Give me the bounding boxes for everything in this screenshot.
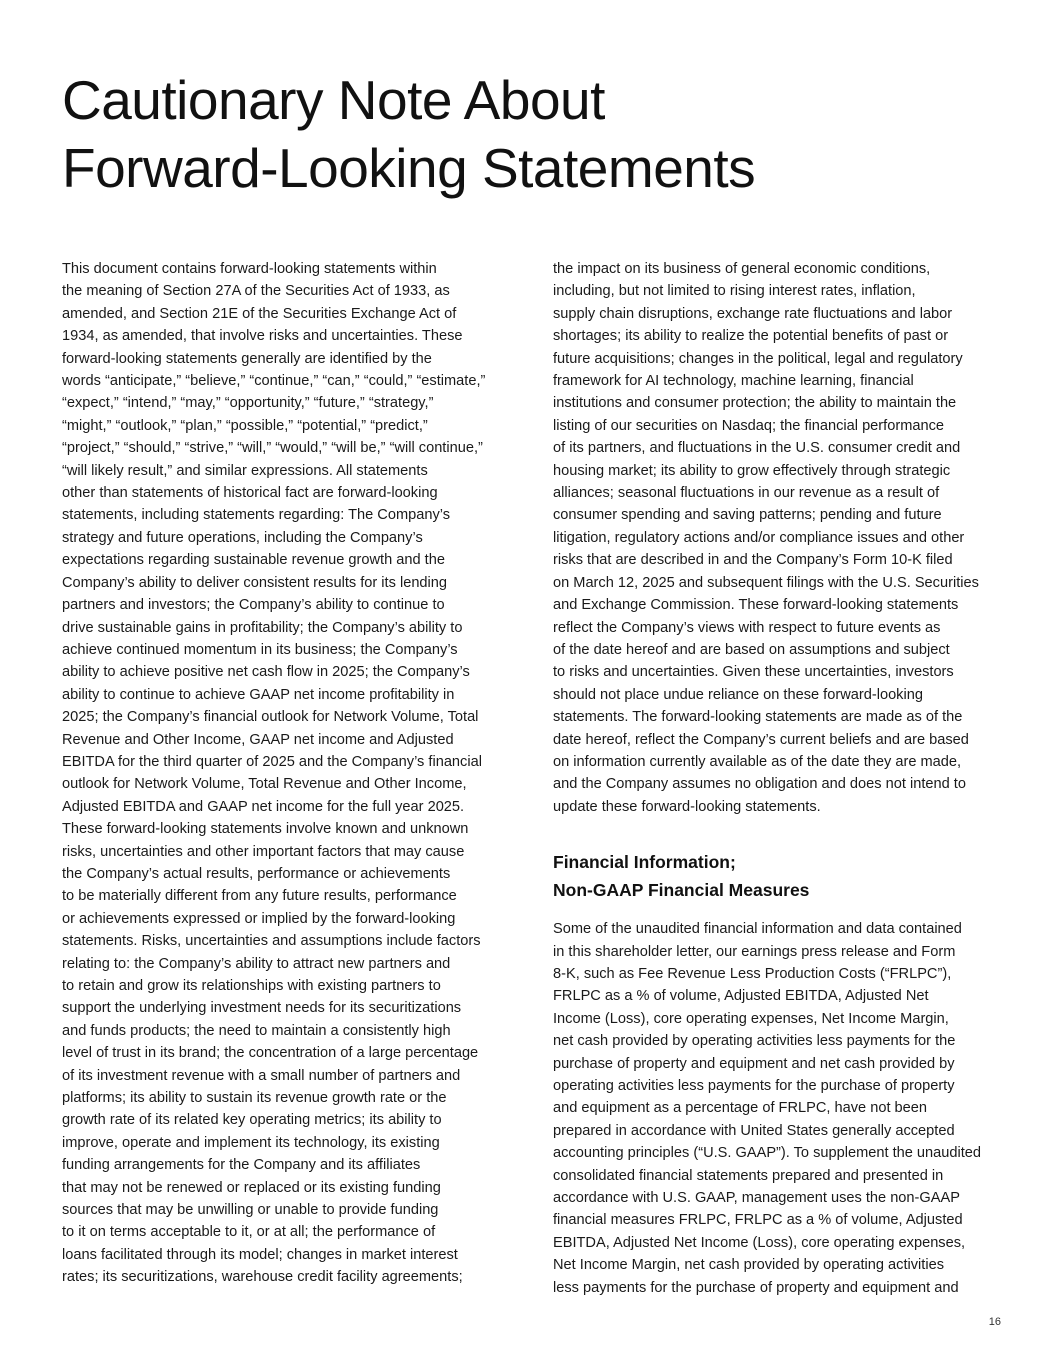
text-line: FRLPC as a % of volume, Adjusted EBITDA, Adjusted Net — [553, 988, 929, 1005]
text-line: to risks and uncertainties. Given these uncertainties, investors — [553, 664, 954, 681]
text-line: alliances; seasonal fluctuations in our revenue as a result of — [553, 485, 940, 502]
text-line: funding arrangements for the Company and its affiliates — [62, 1157, 421, 1174]
text-line: purchase of property and equipment and net cash provided by — [553, 1055, 955, 1072]
text-line: future acquisitions; changes in the political, legal and regulatory — [553, 350, 963, 367]
text-line: partners and investors; the Company’s ability to continue to — [62, 597, 445, 614]
text-line: drive sustainable gains in profitability; the Company’s ability to — [62, 619, 463, 636]
text-line: sources that may be unwilling or unable to provide funding — [62, 1202, 439, 1219]
text-line: or achievements expressed or implied by the forward-looking — [62, 910, 456, 927]
section-heading-financial-information — [553, 848, 993, 904]
text-line: “might,” “outlook,” “plan,” “possible,” “potential,” “predict,” — [62, 417, 428, 434]
text-line: words “anticipate,” “believe,” “continue,” “can,” “could,” “estimate,” — [62, 373, 486, 390]
page-title — [62, 66, 962, 202]
section-heading-line: Financial Information; — [553, 852, 736, 873]
text-line: to retain and grow its relationships with existing partners to — [62, 978, 441, 994]
text-line: forward-looking statements generally are identified by the — [62, 350, 432, 367]
text-line: improve, operate and implement its technology, its existing — [62, 1134, 440, 1151]
text-line: housing market; its ability to grow effectively through strategic — [553, 462, 951, 479]
text-line: statements, including statements regarding: The Company’s — [62, 507, 451, 524]
text-line: Net Income Margin, net cash provided by operating activities — [553, 1257, 944, 1274]
text-line: and funds products; the need to maintain a consistently high — [62, 1022, 451, 1039]
text-line: financial measures FRLPC, FRLPC as a % of volume, Adjusted — [553, 1212, 963, 1229]
text-line: less payments for the purchase of property and equipment and — [553, 1279, 959, 1296]
text-line: level of trust in its brand; the concentration of a large percentage — [62, 1045, 479, 1062]
text-line: institutions and consumer protection; the ability to maintain the — [553, 395, 957, 412]
text-line: growth rate of its related key operating metrics; its ability to — [62, 1112, 442, 1129]
text-line: achieve continued momentum in its business; the Company’s — [62, 641, 458, 658]
text-line: including, but not limited to rising interest rates, inflation, — [553, 283, 916, 300]
text-line: and Exchange Commission. These forward-looking statements — [553, 597, 959, 614]
text-line: the meaning of Section 27A of the Securities Act of 1933, as — [62, 283, 450, 300]
text-line: of the date hereof and are based on assumptions and subject — [553, 641, 950, 658]
text-line: of its partners, and fluctuations in the U.S. consumer credit and — [553, 440, 961, 457]
text-line: accordance with U.S. GAAP, management uses the non-GAAP — [553, 1190, 960, 1207]
text-line: “will likely result,” and similar expressions. All statements — [62, 462, 428, 479]
text-line: risks, uncertainties and other important factors that may cause — [62, 843, 465, 860]
text-line: EBITDA, Adjusted Net Income (Loss), core operating expenses, — [553, 1234, 966, 1251]
right-text-column — [553, 258, 993, 1299]
left-text-column — [62, 258, 502, 1289]
text-line: outlook for Network Volume, Total Revenue and Other Income, — [62, 776, 467, 793]
text-line: of its investment revenue with a small number of partners and — [62, 1067, 461, 1084]
text-line: other than statements of historical fact are forward-looking — [62, 485, 438, 502]
text-line: shortages; its ability to realize the potential benefits of past or — [553, 328, 949, 345]
text-line: statements. The forward-looking statements are made as of the — [553, 709, 963, 726]
text-line: accounting principles (“U.S. GAAP”). To supplement the unaudited — [553, 1145, 982, 1162]
text-line: operating activities less payments for the purchase of property — [553, 1078, 955, 1094]
text-line: loans facilitated through its model; changes in market interest — [62, 1246, 458, 1263]
text-line: framework for AI technology, machine learning, financial — [553, 373, 914, 390]
text-line: net cash provided by operating activities less payments for the — [553, 1033, 956, 1050]
text-line: “project,” “should,” “strive,” “will,” “would,” “will be,” “will continue,” — [62, 440, 483, 457]
text-line: to it on terms acceptable to it, or at all; the performance of — [62, 1224, 436, 1241]
text-line: 2025; the Company’s financial outlook for Network Volume, Total — [62, 709, 479, 726]
text-line: that may not be renewed or replaced or its existing funding — [62, 1179, 441, 1196]
text-line: Company’s ability to deliver consistent results for its lending — [62, 574, 448, 591]
text-line: amended, and Section 21E of the Securities Exchange Act of — [62, 305, 457, 322]
text-line: in this shareholder letter, our earnings press release and Form — [553, 943, 956, 960]
text-line: 8-K, such as Fee Revenue Less Production Costs (“FRLPC”), — [553, 965, 952, 982]
text-line: EBITDA for the third quarter of 2025 and the Company’s financial — [62, 753, 482, 770]
text-line: reflect the Company’s views with respect to future events as — [553, 619, 941, 636]
text-line: on information currently available as of the date they are made, — [553, 753, 962, 770]
text-line: update these forward-looking statements. — [553, 798, 821, 815]
text-line: statements. Risks, uncertainties and assumptions include factors — [62, 933, 481, 950]
section-heading-line: Non-GAAP Financial Measures — [553, 880, 810, 901]
text-line: ability to continue to achieve GAAP net income profitability in — [62, 686, 455, 703]
text-line: ability to achieve positive net cash flow in 2025; the Company’s — [62, 664, 470, 681]
text-line: supply chain disruptions, exchange rate fluctuations and labor — [553, 305, 953, 322]
text-line: Adjusted EBITDA and GAAP net income for the full year 2025. — [62, 798, 465, 815]
text-line: This document contains forward-looking statements within — [62, 261, 437, 277]
text-line: consolidated financial statements prepared and presented in — [553, 1167, 944, 1184]
text-line: Income (Loss), core operating expenses, Net Income Margin, — [553, 1010, 949, 1027]
text-line: the Company’s actual results, performance or achievements — [62, 865, 451, 882]
page-title-line: Forward-Looking Statements — [62, 137, 756, 199]
text-line: platforms; its ability to sustain its revenue growth rate or the — [62, 1090, 447, 1107]
text-line: relating to: the Company’s ability to attract new partners and — [62, 955, 451, 972]
text-line: support the underlying investment needs for its securitizations — [62, 1000, 462, 1017]
right-paragraph — [553, 258, 993, 818]
text-line: listing of our securities on Nasdaq; the financial performance — [553, 417, 944, 434]
text-line: Revenue and Other Income, GAAP net income and Adjusted — [62, 731, 454, 748]
text-line: consumer spending and saving patterns; pending and future — [553, 507, 942, 524]
text-line: rates; its securitizations, warehouse credit facility agreements; — [62, 1269, 463, 1286]
text-line: These forward-looking statements involve known and unknown — [62, 821, 469, 838]
text-line: on March 12, 2025 and subsequent filings with the U.S. Securities — [553, 574, 979, 591]
text-line: and the Company assumes no obligation and does not intend to — [553, 776, 966, 793]
spacer — [553, 904, 993, 918]
text-line: date hereof, reflect the Company’s current beliefs and are based — [553, 731, 969, 748]
text-line: Some of the unaudited financial information and data contained — [553, 921, 962, 938]
text-line: strategy and future operations, including the Company’s — [62, 529, 423, 546]
text-line: risks that are described in and the Company’s Form 10-K filed — [553, 552, 953, 569]
text-line: should not place undue reliance on these forward-looking — [553, 686, 923, 703]
text-line: “expect,” “intend,” “may,” “opportunity,” “future,” “strategy,” — [62, 395, 434, 412]
text-line: 1934, as amended, that involve risks and uncertainties. These — [62, 328, 463, 345]
text-line: expectations regarding sustainable revenue growth and the — [62, 552, 445, 569]
text-line: the impact on its business of general economic conditions, — [553, 261, 931, 277]
text-line: litigation, regulatory actions and/or compliance issues and other — [553, 529, 965, 546]
page-number: 16 — [988, 1316, 1001, 1328]
text-line: to be materially different from any future results, performance — [62, 888, 457, 905]
spacer — [553, 818, 993, 848]
section-paragraph — [553, 918, 993, 1299]
text-line: and equipment as a percentage of FRLPC, have not been — [553, 1100, 928, 1117]
page-title-line: Cautionary Note About — [62, 69, 605, 131]
text-line: prepared in accordance with United States generally accepted — [553, 1122, 955, 1139]
